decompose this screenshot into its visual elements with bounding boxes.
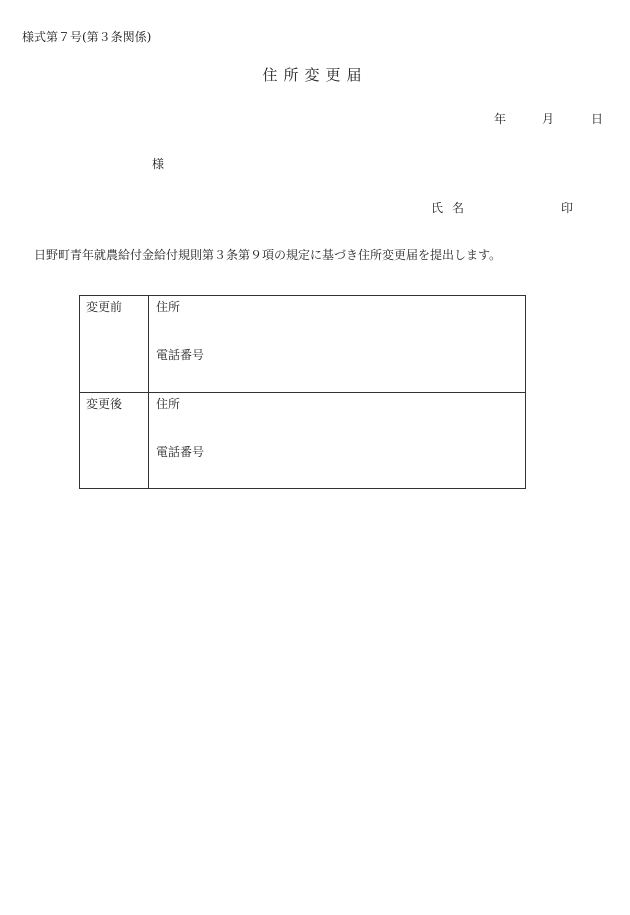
date-day-label: 日 (591, 112, 604, 126)
submission-statement: 日野町青年就農給付金給付規則第３条第９項の規定に基づき住所変更届を提出します。 (34, 248, 502, 262)
field-address-after: 住所 (156, 397, 181, 411)
form-number: 様式第７号(第３条関係) (22, 30, 152, 44)
date-year-label: 年 (494, 112, 507, 126)
table-row-before-change (80, 296, 525, 393)
field-address-before: 住所 (156, 300, 181, 314)
date-month-label: 月 (542, 112, 555, 126)
seal-label: 印 (561, 201, 574, 215)
field-phone-after: 電話番号 (156, 445, 205, 459)
row-header-before: 変更前 (80, 296, 149, 392)
field-phone-before: 電話番号 (156, 348, 205, 362)
table-row-after-change (80, 393, 525, 489)
row-header-after: 変更後 (80, 393, 149, 489)
address-change-table (79, 295, 526, 489)
addressee-suffix: 様 (152, 157, 165, 171)
document-title: 住所変更届 (262, 66, 368, 84)
applicant-name-label: 氏名 (431, 201, 474, 215)
